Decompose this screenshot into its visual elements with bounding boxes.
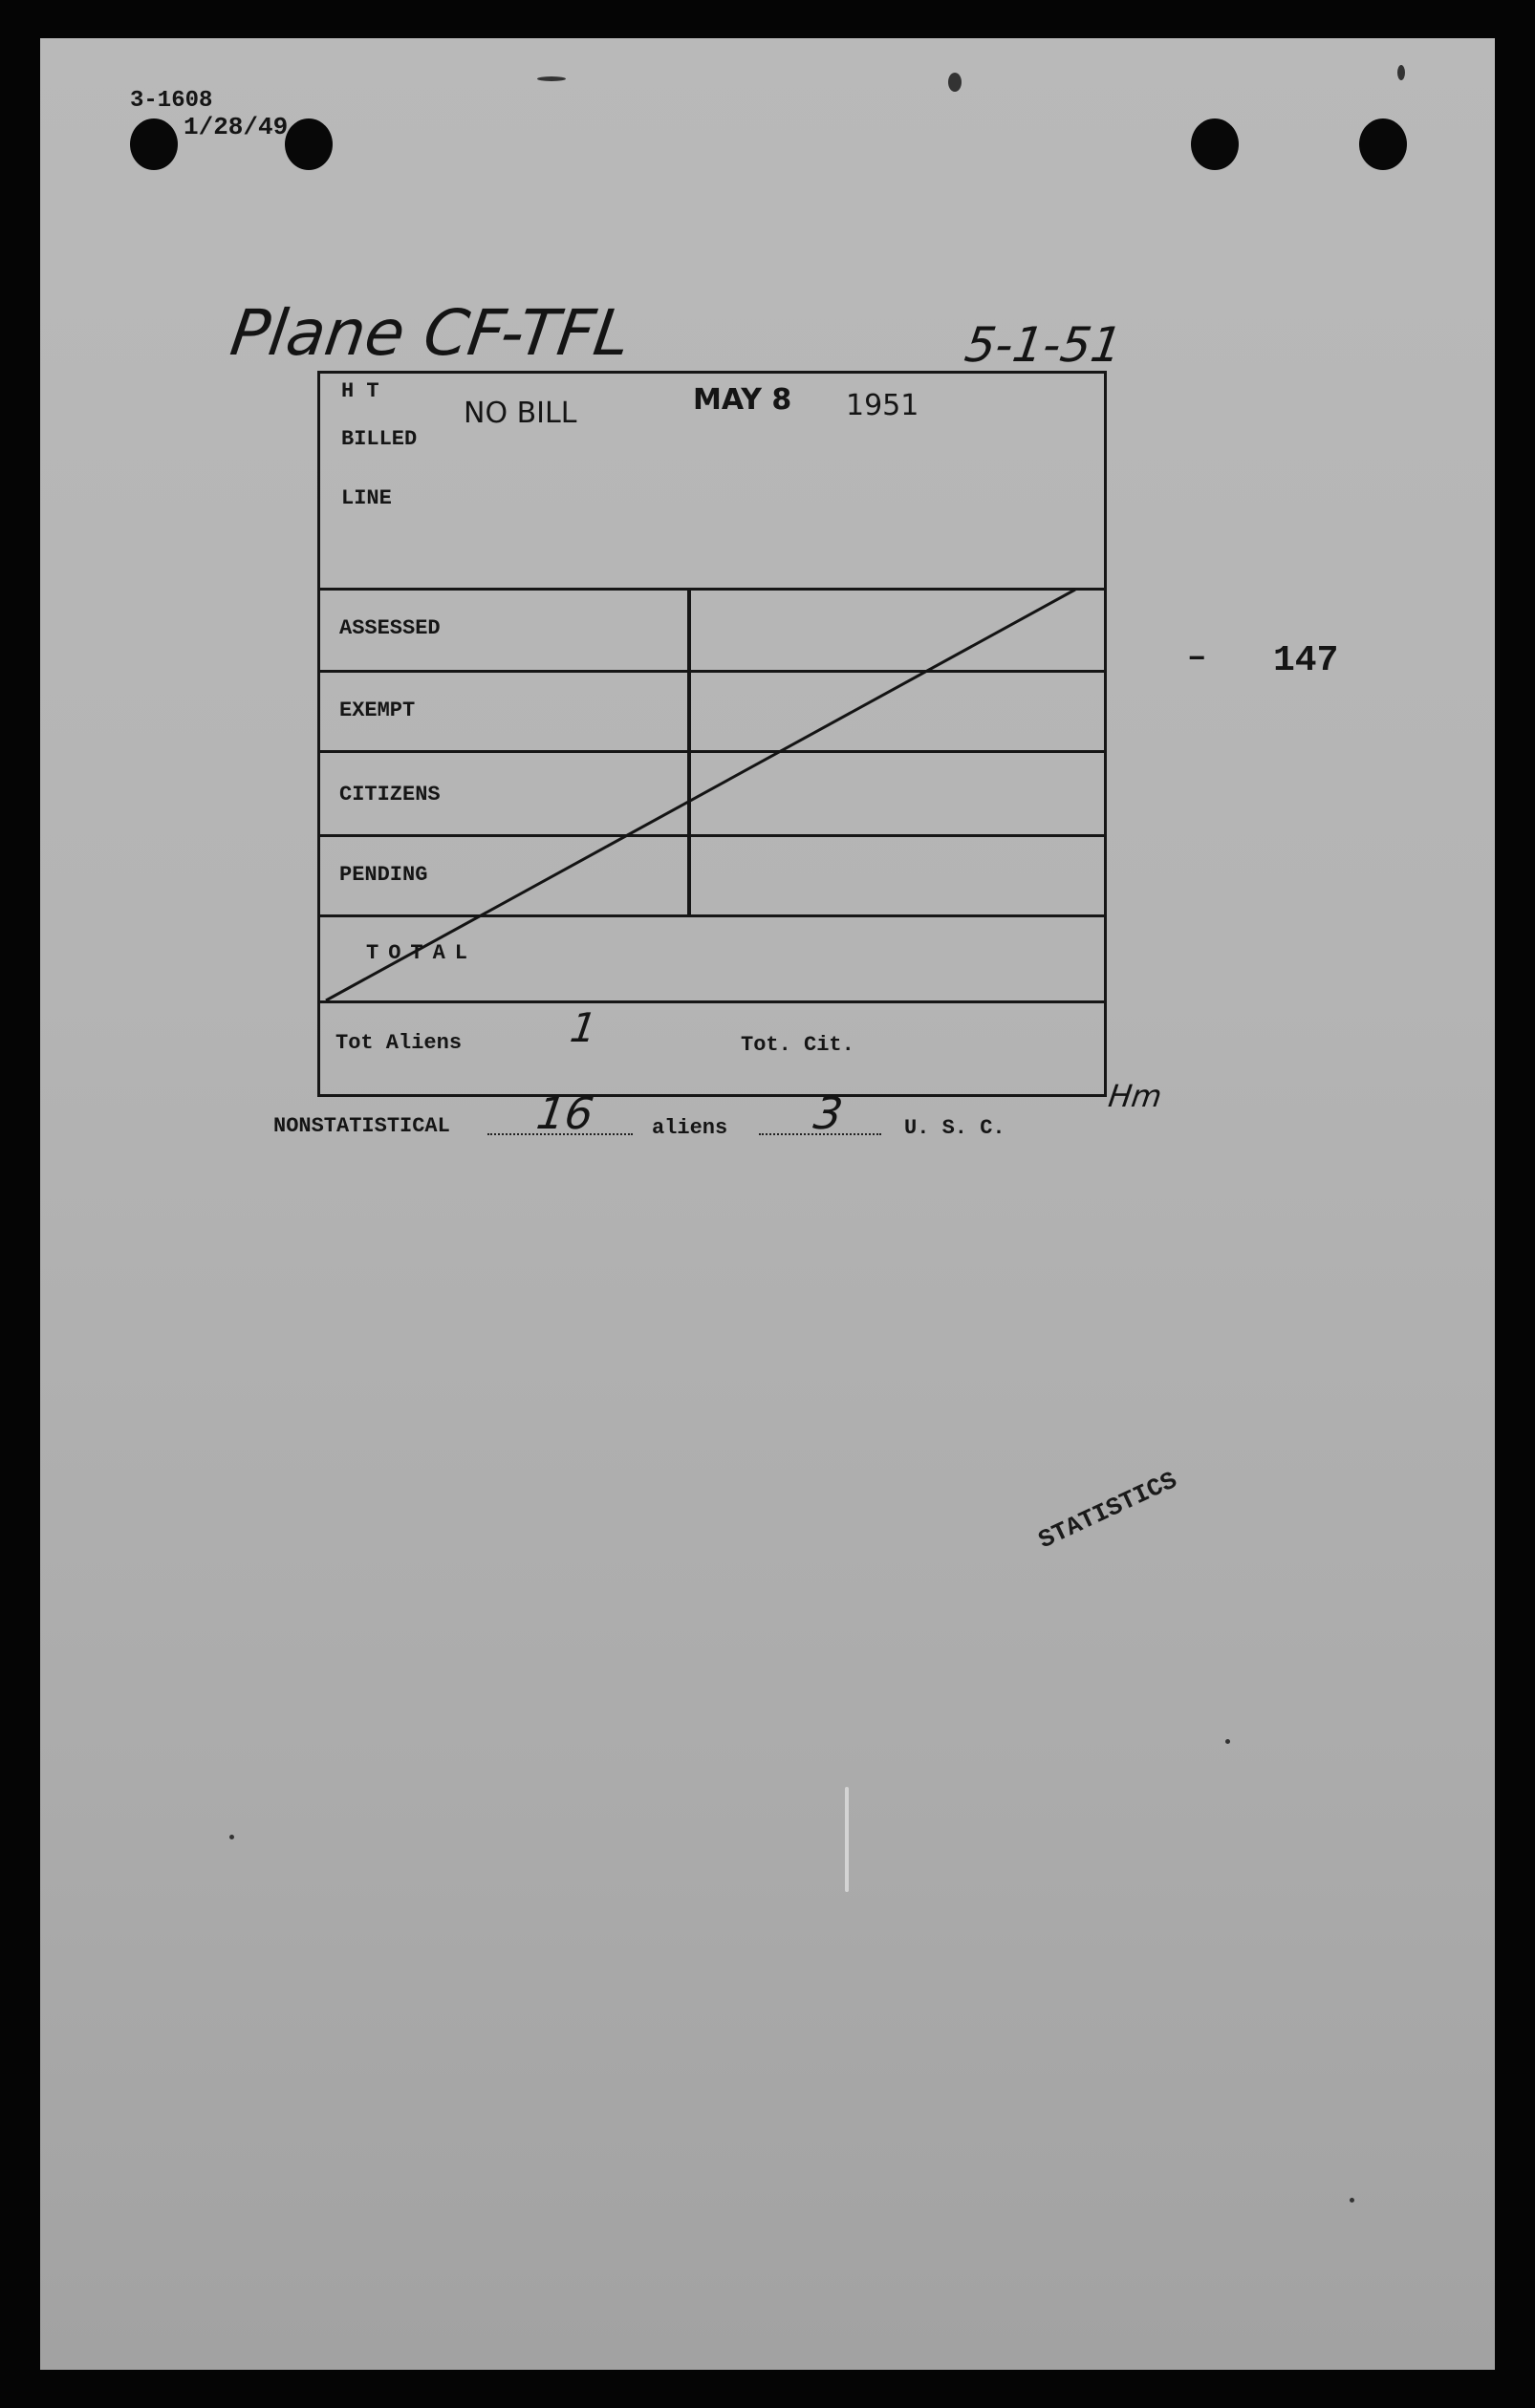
row-label-exempt: EXEMPT: [339, 699, 416, 722]
initials: Hm: [1106, 1078, 1164, 1114]
punch-hole: [1359, 118, 1407, 170]
date-stamp-month-day: MAY 8: [693, 383, 792, 417]
statistics-stamp: STATISTICS: [1034, 1466, 1182, 1556]
date-stamp-year: 1951: [846, 389, 919, 422]
nonstatistical-label: NONSTATISTICAL: [273, 1114, 450, 1138]
paper-speck: [1397, 65, 1405, 80]
diagonal-strike-line: [320, 374, 1110, 1100]
tot-cit-label: Tot. Cit.: [741, 1033, 854, 1057]
ht-label: H T: [341, 379, 379, 403]
punch-hole: [1191, 118, 1239, 170]
file-number: 3-1608: [130, 88, 213, 114]
tot-aliens-value: 1: [567, 1004, 600, 1051]
handwritten-date: 5-1-51: [961, 317, 1126, 373]
paper-speck: [948, 73, 962, 92]
row-label-assessed: ASSESSED: [339, 616, 441, 640]
nonstat-usc-value: 3: [811, 1087, 847, 1139]
top-left-date: 1/28/49: [184, 113, 289, 141]
plane-label: Plane CF-TFL: [226, 296, 635, 370]
statistics-form: [317, 371, 1107, 1097]
line-label: LINE: [341, 486, 392, 510]
paper-speck: [229, 1835, 234, 1839]
paper-speck: [537, 76, 566, 81]
total-label: TOTAL: [366, 941, 478, 965]
tot-aliens-label: Tot Aliens: [335, 1031, 463, 1055]
usc-label: U. S. C.: [904, 1116, 1005, 1140]
row-label-pending: PENDING: [339, 863, 428, 887]
nonstat-aliens-value: 16: [533, 1087, 597, 1139]
punch-hole: [285, 118, 333, 170]
document-page: [40, 38, 1495, 2370]
paper-scratch: [845, 1787, 849, 1892]
side-number: 147: [1273, 640, 1339, 681]
paper-speck: [1350, 2198, 1354, 2203]
side-dash: –: [1187, 640, 1207, 677]
row-label-citizens: CITIZENS: [339, 783, 441, 806]
billed-label: BILLED: [341, 427, 418, 451]
aliens-label: aliens: [652, 1116, 728, 1140]
punch-hole: [130, 118, 178, 170]
paper-speck: [1225, 1739, 1230, 1744]
no-bill-stamp: NO BILL: [464, 397, 577, 430]
